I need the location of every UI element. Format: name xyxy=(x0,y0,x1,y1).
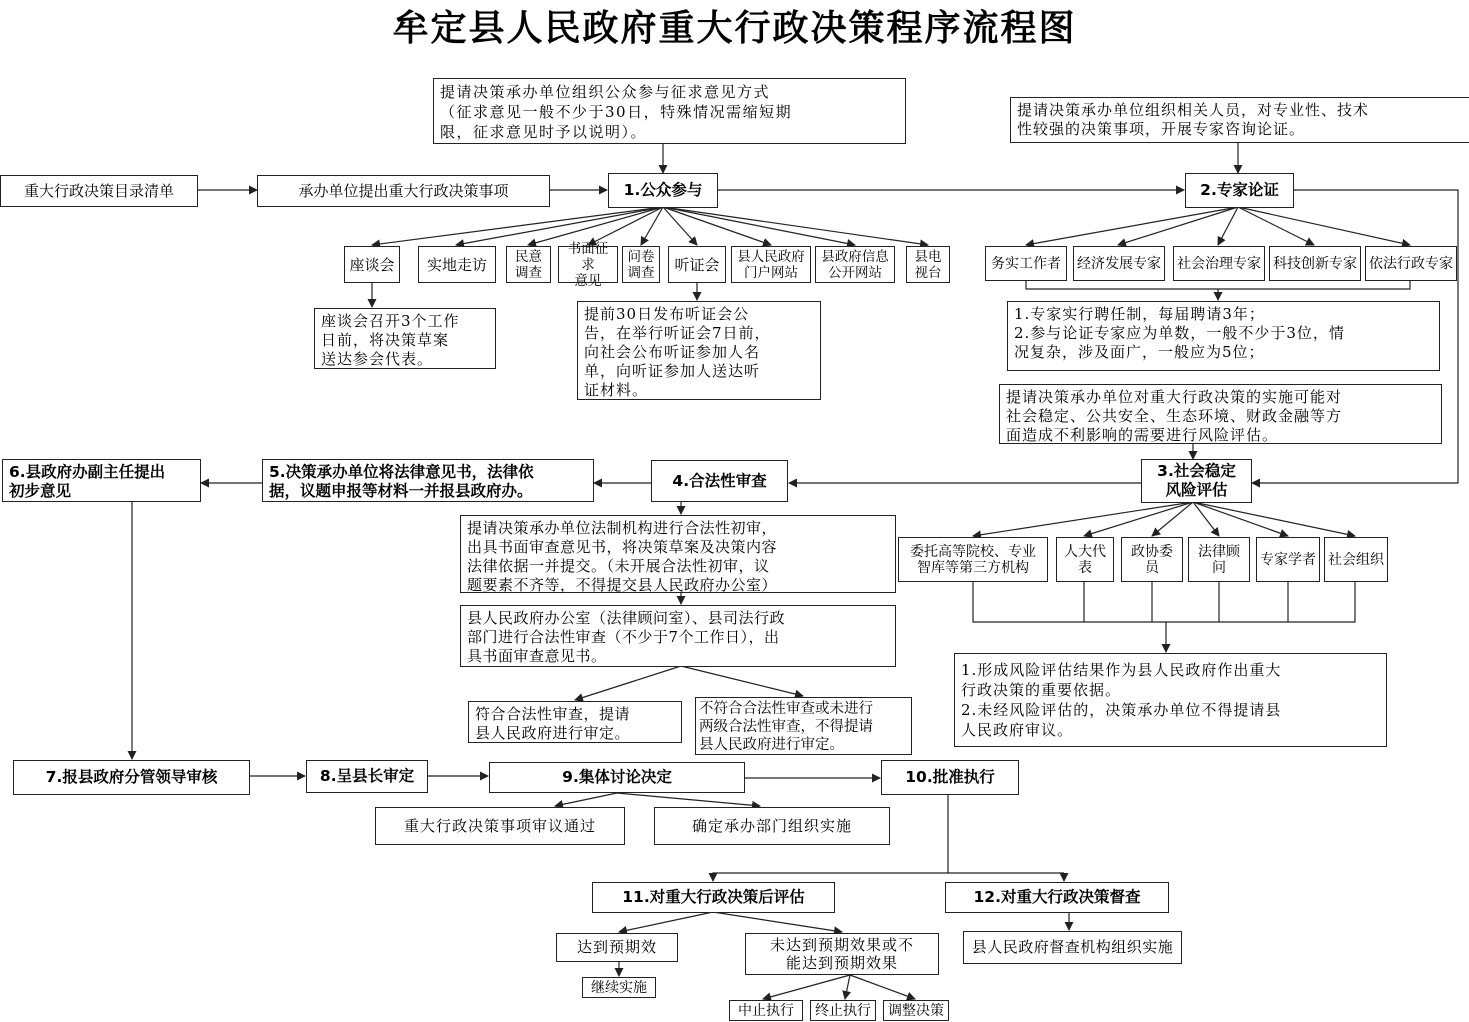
method-field-visit: 实地走访 xyxy=(418,246,496,283)
fan-public-methods xyxy=(372,207,928,245)
party-legal-adviser: 法律顾问 xyxy=(1188,537,1250,582)
expert-social-governance: 社会治理专家 xyxy=(1173,246,1265,281)
method-opinion-poll: 民意 调查 xyxy=(506,246,551,283)
party-scholar: 专家学者 xyxy=(1256,537,1320,582)
decision-passed: 重大行政决策事项审议通过 xyxy=(375,807,625,845)
supervision-body: 县人民政府督查机构组织实施 xyxy=(963,931,1182,964)
eval-achieved: 达到预期效 xyxy=(556,933,678,962)
legal-formal-review: 县人民政府办公室（法律顾问室）、县司法行政 部门进行合法性审查（不少于7个工作日），出 具书面审查意见书。 xyxy=(460,605,896,667)
method-questionnaire: 问卷 调查 xyxy=(622,246,660,283)
legal-fail: 不符合合法性审查或未进行 两级合法性审查，不得提请 县人民政府进行审定。 xyxy=(695,697,912,755)
step-9-collective-decision: 9.集体讨论决定 xyxy=(489,762,745,793)
step-12-supervision: 12.对重大行政决策督查 xyxy=(945,882,1169,913)
step-1-public-participation: 1.公众参与 xyxy=(608,173,718,208)
method-written-comment: 书面征求 意见 xyxy=(558,246,618,283)
step-2-expert-argument: 2.专家论证 xyxy=(1185,173,1294,208)
expert-law: 依法行政专家 xyxy=(1365,246,1457,281)
step-6-deputy-director: 6.县政府办副主任提出 初步意见 xyxy=(2,459,201,502)
expert-practitioner: 务实工作者 xyxy=(985,246,1067,281)
page-title: 牟定县人民政府重大行政决策程序流程图 xyxy=(392,7,1077,49)
party-npc-deputy: 人大代表 xyxy=(1056,537,1114,582)
method-hearing: 听证会 xyxy=(668,246,726,283)
step-7-leader-review: 7.报县政府分管领导审核 xyxy=(13,760,250,795)
method-forum: 座谈会 xyxy=(344,246,400,283)
party-cppcc-member: 政协委员 xyxy=(1121,537,1183,582)
step-10-approve-execute: 10.批准执行 xyxy=(881,760,1019,795)
method-tv-station: 县电 视台 xyxy=(906,246,950,283)
risk-result-note: 1.形成风险评估结果作为县人民政府作出重大 行政决策的重要依据。 2.未经风险评估的，决策承办单位不得提请县 人民政府审议。 xyxy=(954,653,1387,747)
risk-assessment-note: 提请决策承办单位对重大行政决策的实施可能对 社会稳定、公共安全、生态环境、财政金融等方 面造成不利影响的需要进行风险评估。 xyxy=(999,384,1442,444)
decision-assign: 确定承办部门组织实施 xyxy=(654,807,890,845)
catalog-box: 重大行政决策目录清单 xyxy=(0,175,198,207)
method-info-disclosure-site: 县政府信息 公开网站 xyxy=(815,246,895,283)
propose-box: 承办单位提出重大行政决策事项 xyxy=(257,175,550,207)
step-4-legality-review: 4.合法性审查 xyxy=(651,460,788,502)
forum-note: 座谈会召开3个工作 日前，将决策草案 送达参会代表。 xyxy=(314,308,496,369)
legal-initial-review: 提请决策承办单位法制机构进行合法性初审， 出具书面审查意见书，将决策草案及决策内容 法律依据一并提交。（未开展合法性初审，议 题要素不齐等，不得提交县人民政府办公室） xyxy=(460,515,896,593)
action-adjust: 调整决策 xyxy=(883,1000,949,1021)
method-portal-site: 县人民政府 门户网站 xyxy=(731,246,811,283)
step-11-post-evaluation: 11.对重大行政决策后评估 xyxy=(592,882,835,913)
expert-tech-innovation: 科技创新专家 xyxy=(1269,246,1361,281)
action-suspend: 中止执行 xyxy=(729,1000,803,1021)
step-8-county-head-approval: 8.呈县长审定 xyxy=(306,760,428,793)
step-3-social-risk-assessment: 3.社会稳定 风险评估 xyxy=(1141,459,1252,503)
eval-continue: 继续实施 xyxy=(582,977,656,998)
party-third-party: 委托高等院校、专业 智库等第三方机构 xyxy=(898,537,1048,582)
step-5-submit-materials: 5.决策承办单位将法律意见书，法律依 据，议题申报等材料一并报县政府办。 xyxy=(262,459,594,502)
expert-note: 提请决策承办单位组织相关人员，对专业性、技术 性较强的决策事项，开展专家咨询论证。 xyxy=(1010,97,1469,143)
expert-economy: 经济发展专家 xyxy=(1073,246,1165,281)
expert-rules-note: 1.专家实行聘任制，每届聘请3年； 2.参与论证专家应为单数，一般不少于3位，情 况复杂，涉及面广，一般应为5位； xyxy=(1007,301,1440,371)
legal-pass: 符合合法性审查，提请 县人民政府进行审定。 xyxy=(468,701,682,743)
hearing-note: 提前30日发布听证会公 告，在举行听证会7日前， 向社会公布听证参加人名 单，向听证参加人送达听 证材料。 xyxy=(577,301,821,400)
party-social-org: 社会组织 xyxy=(1324,537,1388,582)
fan-risk-parties xyxy=(973,502,1355,536)
action-terminate: 终止执行 xyxy=(810,1000,876,1021)
arrow-experts-rules xyxy=(1026,281,1410,289)
fan-experts xyxy=(1026,207,1410,245)
eval-not-achieved: 未达到预期效果或不 能达到预期效果 xyxy=(745,933,939,975)
public-participation-note: 提请决策承办单位组织公众参与征求意见方式 （征求意见一般不少于30日，特殊情况需缩短期 限，征求意见时予以说明）。 xyxy=(433,78,906,144)
